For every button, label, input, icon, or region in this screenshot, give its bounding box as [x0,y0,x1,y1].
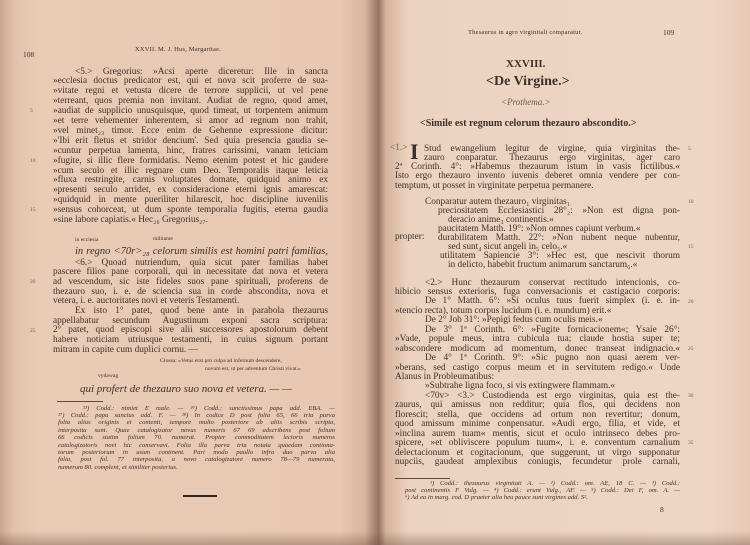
footnote-line: torum posteriorum in usum continent. Pari modo paullo infra duo parva alia [58,448,335,456]
comparison-line: in delicto, habebit fructum animarum sanctarum₆.« [448,260,638,271]
footnote-line: catalogizatoris novi hic conservavi. Folia illa parva tria notata quaedam contiona- [58,441,335,449]
paragraph-2-line: De 3° 1ª Corinth. 6°: »Fugite fornicacionem«; Ysaie 26°: [425,324,680,335]
paragraph-2-line: zaurus, qui amissus non redditur; quia flos, qui decidens non [395,400,680,411]
paragraph-2-line: De 4° 1ª Corinth. 9°: »Sic pugno non quasi aerem ver- [425,353,680,364]
footnote-line: ⁶) Ad ea in marg. cod. D praeter alia heu pauce sunt virgines add. S². [405,493,588,501]
line-number: 10 [30,157,36,164]
chapter-title: <De Virgine.> [486,74,570,89]
paragraph-2-line: »Subtrahe ligna foco, si vis extingwere flammam.« [425,381,616,392]
paragraph-6-line: habere noticiam utriusque testamenti, in cuius signum portant [53,335,328,346]
comparison-line: paucitatem Matth. 19°: »Non omnes capiunt verbum.« [438,223,641,234]
running-head: XXVII. M. J. Hus, Margaritae. [135,46,222,53]
comparison-line: Conparatur autem thezauro₁ virginitas₁ [425,196,570,207]
paragraph-6-line: Ex isto 1° patet, quod bene ante in parabola thezaurus [75,306,328,316]
line-number: 25 [688,345,694,352]
interlinear-gloss: militante [153,235,173,242]
paragraph-5-line: »presenti seculo arridet, ex consideracione eterni ignis amarescat: [53,185,328,196]
initial-letter: I [410,139,419,164]
running-head: Thesaurus in agro virginitali comparatur. [468,29,583,36]
paragraph-6-line: 2° patet, quod episcopi sive alii successores apostolorum debent [53,325,328,336]
paragraph-5-line: »sensus cohorceat, ut dum sponte temporalia fugitis, eterna gaudia [53,205,328,216]
paragraph-2-line: florescit; stella, que occidens ad ortum non revertitur; donum, [395,409,680,420]
footnote-rule [57,401,103,402]
paragraph-2-line: »inclina aurem tuam« mentis, sicut et oculo intrinseco debes pro- [395,428,680,439]
paragraph-6-line: appellabatur secundum Augustinum exponi sacra scriptura: [53,315,328,326]
paragraph-2-line: <70v> <3.> Custodienda est ergo virginitas, quia est the- [425,390,680,401]
footnote-line: ²³) Codd.: nimiet E male. — ²⁶) Codd.: sanctissimus papa add. EBA. — [83,404,335,412]
page-shadow [0,531,378,545]
paragraph-6-line: mitram in capite cum duplici cornu. — [53,344,198,355]
paragraph-1-line: temptum, ut posset in virginitate perpetua permanere. [395,180,594,191]
paragraph-5-line: »et terre vehementer inherentem, si amor ad regnum non trahit, [53,116,328,126]
paragraph-5-line: »fugite, si illic flere formidatis. Nemo etenim potest et hic gaudere [53,155,328,166]
line-number: 20 [688,298,694,305]
right-page [378,0,750,545]
footnote-rule [395,478,450,479]
paragraph-2-line: De 2° Job 31°: »Pepigi fedus cum oculis meis.« [425,315,603,326]
line-number: 25 [30,327,36,334]
paragraph-5-line: »cuntur perpetua lamenta, hinc, fratres carissimi, vanam leticiam [53,145,328,156]
comparison-line: sed sunt₄ sicut angeli in₅ celo₅.« [448,242,568,252]
line-number: 30 [688,392,694,399]
paragraph-2-line: »abscondere modicum ad momentum, donec transeat indignacio.« [395,343,680,354]
line-number: 35 [688,439,694,446]
paragraph-5-line: <5.> Gregorius: »Acsi aperte diceretur: Ille in sancta [75,66,328,77]
glossa-line: novum est, ut per adventum Christi vivat.« [205,365,301,372]
footnote-line: ¹) Codd.: thezaurus virginitati A. — ²) Codd.: om. AE, 18 C. — ³) Codd.: [430,479,680,487]
paragraph-1-line: 2ª Corinth. 4°: »Habemus thezaurum istum in vasis fictilibus.« [395,162,680,173]
footnote-line: interposita sunt. Quae catalogizator novus numeris 67 69 adscribens post folium [58,426,335,434]
paragraph-1-line: Isto ergo thezauro invento iuvenis deberet omnia vendere per con- [395,171,680,182]
theme-heading: <Simile est regnum celorum thezauro abscondito.> [420,118,637,129]
footnote-line: 66 codicis statim folium 70. numerat. Propter commoditatem lectoris numeros [58,434,335,442]
paragraph-2-line: <2.> Hunc thezaurum conservat rectitudo intencionis, co- [425,277,680,288]
comparison-line: deracio anime₃ continentis.« [448,214,554,225]
footnote-line: ²⁷) Codd.: papa sanctus add. F. — ²⁸) In codice D post folia 65, 66 tria parva [58,411,335,419]
line-number: 15 [688,243,694,250]
paragraph-2-line: »Vade, popule meus, intra cubicula tua; claude hostia super te; [395,334,680,345]
paragraph-2-line: »berans, sed castigo corpus meum et in servitutem redigo.« Unde [395,362,680,373]
paragraph-2-line: delectacionum et cogitacionum, que suggerunt, ut virgo supponatur [395,447,680,458]
page-number: 108 [23,50,35,59]
paragraph-5-line: »ecclesia doctus predicator est, qui et nova scit proferre de sua- [53,76,328,87]
paragraph-5-line: »terreant, quos premia non invitant. Audiat de regno, quod amet, [53,96,328,107]
glossa-line: Glossa: »Vetus erat pro culpa ad infernum descendere, [160,357,282,364]
paragraph-6-line: <6.> Quoad nutriendum, quia sicut pater familias habet [75,257,328,268]
paragraph-6-line: thezauro suo, i. e. de sciencia sua in corde abscondita, nova et [53,286,328,297]
theme-line: in regno <70r>₂₈ celorum similis est homini patri familias, [75,245,328,257]
paragraph-5-line: »quidquid in mente pueriliter hilarescit, hoc discipline iuvenilis [53,195,328,206]
paragraph-5-line: »sine labore capiatis.« Hec₂₆ Gregorius₂₇. [53,215,208,225]
paragraph-5-line: »audiat de supplicio unusquisque, quod timeat, ut torpentem animum [53,106,328,117]
line-number: 20 [30,278,36,285]
signature-mark: 8 [660,505,664,514]
line-number: 5 [30,108,33,115]
paragraph-2-line: hibicio sensus exterioris, fuga conversacionis et castigacio corporis: [395,286,680,297]
paragraph-2-line: De 1° Matth. 6°: »Si oculus tuus fuerit simplex (i. e. in- [425,296,680,307]
paragraph-5-line: »cum seculo et illic regnare cum Deo. Temporalis itaque leticia [53,165,328,176]
comparison-line: preciositatem Ecclesiastici 28°₂: »Non est digna pon- [438,205,680,216]
paragraph-5-line: »fluxa restringite, carnis voluptates domate, quidquid animo ex [53,175,328,186]
paragraph-6-line: ad vescendum, sic iste fideles suos pane spirituali, proferens de [53,276,328,287]
comparison-line: utilitatem Sapiencie 3°: »Hec est, que nescivit thorum [440,251,680,262]
footnote-line: numerum 80. complent, et similiter posterius. [58,463,178,471]
footnote-line: folia alius originis et contenti, tempore multo posteriore ab aliis scribis scripta, [58,419,335,427]
interlinear-gloss: vydawag [98,372,119,379]
paragraph-2-line: quod amissum minime conpensatur. »Audi ergo, filia, et vide, et [395,419,680,430]
footnote-line: post continentis F Vulg. — ⁴) Codd.: erunt Vulg., AF. — ⁵) Codd.: Dei F, om. A. — [405,486,680,494]
paragraph-1-line: zauro conparatur. Thezaurus ergo virginitas, ager caro [424,152,680,163]
paragraph-5-line: »vel minet₂₃ timor. Ecce enim de Gehenne expressione dicitur: [53,125,328,136]
page-number: 109 [663,28,675,37]
paragraph-6-line: vetera, i. e. auctoritates novi et veteris Testamenti. [53,296,240,307]
interlinear-gloss: in ecclesia [75,236,99,243]
line-number: 5 [688,145,691,152]
paragraph-marker: <1.> [390,143,408,153]
footnote-line: folia, post fol. 77 interposita, a novo catalogizatore numero 78—79 numerata, [58,456,335,464]
paragraph-2-line: »tencio recta), totum corpus lucidum (i. e. mundum) erit.« [395,305,612,316]
paragraph-1-line: Stud ewangelium legitur de virgine, quia virginitas the- [424,143,680,154]
paragraph-2-line: spicere, »et obliviscere populum tuum«, i. e. conventum carnalium [395,438,680,449]
page-shadow [378,531,750,545]
end-rule [183,495,217,497]
chapter-number: XXVIII. [506,58,546,70]
paragraph-5-line: »'Ibi erit fletus et stridor dencium'. Sed quia presencia gaudia se- [53,135,328,146]
propter-label: propter: [395,232,425,242]
comparison-line: durabilitatem Matth. 22°: »Non nubent neque nubentur, [438,232,680,243]
prothema-heading: <Prothema.> [501,97,551,107]
closing-line: qui profert de thezauro suo nova et vetera. — — [80,382,292,395]
paragraph-5-line: »vitate regni et vetusta dicere de terrore supplicii, ut vel pene [53,86,328,97]
paragraph-2-line: nupciis, gaudeat amplexibus coniugis, fecundetur prole carnali, [395,457,680,468]
line-number: 15 [30,207,36,213]
paragraph-2-line: Alanus in Probleumatibus: [395,372,495,382]
paragraph-6-line: pascere filios pane corporali, qui in necessitate dat nova et vetera [53,267,328,278]
line-number: 10 [688,198,694,205]
